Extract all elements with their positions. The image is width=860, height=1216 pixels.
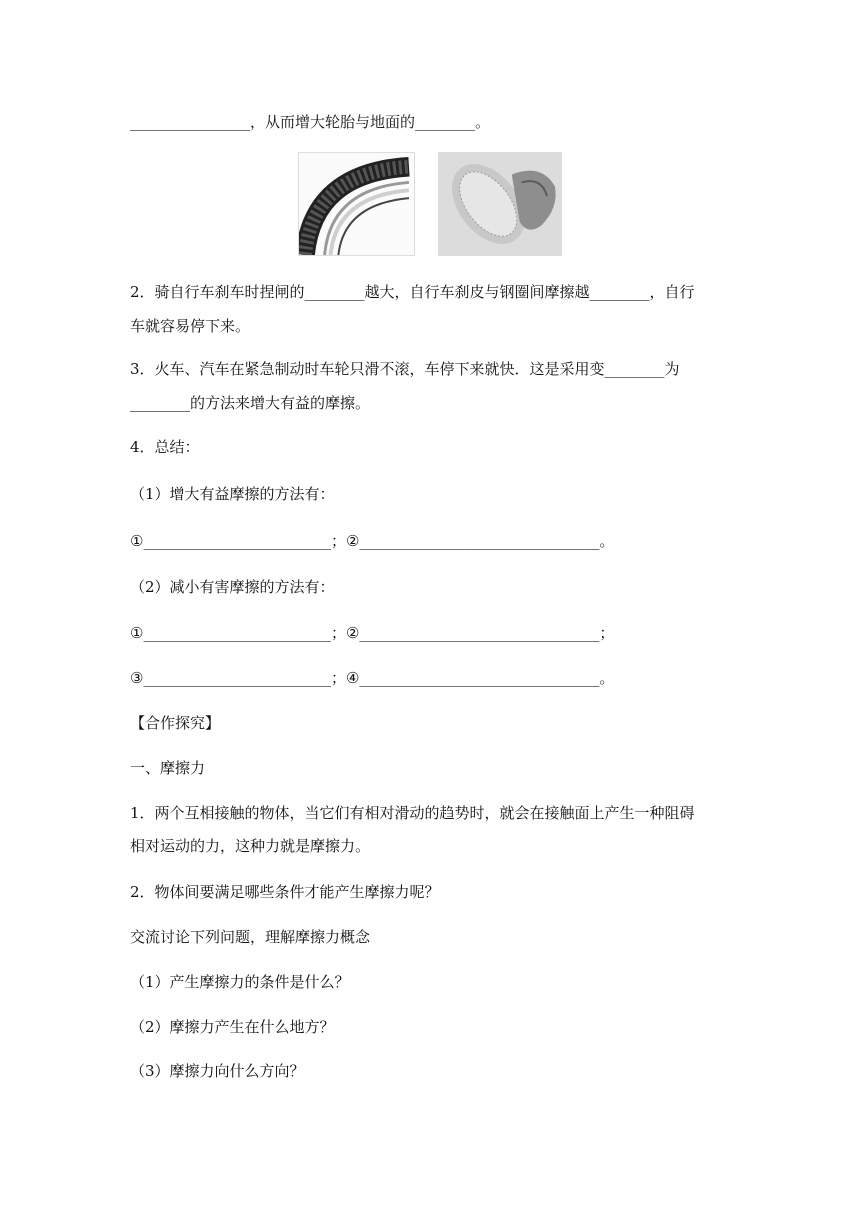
tire-image xyxy=(299,153,414,255)
text-line-3: 车就容易停下来。 xyxy=(130,317,251,335)
subsection-heading: 一、摩擦力 xyxy=(130,759,206,777)
text-line-4: 3．火车、汽车在紧急制动时车轮只滑不滚，车停下来就快．这是采用变________为 xyxy=(130,360,680,378)
text-line-9: （2）减小有害摩擦的方法有： xyxy=(130,578,335,596)
shoe-sole-image xyxy=(439,153,561,255)
figure-row xyxy=(298,152,562,256)
text-line-19: （2）摩擦力产生在什么地方？ xyxy=(130,1018,335,1036)
text-line-2: 2．骑自行车刹车时捏闸的________越大，自行车刹皮与钢圈间摩擦越________，自行 xyxy=(130,283,695,301)
text-line-15: 相对运动的力，这种力就是摩擦力。 xyxy=(130,837,371,855)
text-line-11: ③_________________________；④________________________________。 xyxy=(130,669,615,687)
text-line-18: （1）产生摩擦力的条件是什么？ xyxy=(130,973,350,991)
tire-photo xyxy=(298,152,415,256)
text-line-5: ________的方法来增大有益的摩擦。 xyxy=(130,394,371,412)
text-line-6: 4．总结： xyxy=(130,438,200,456)
text-line-17: 交流讨论下列问题，理解摩擦力概念 xyxy=(130,928,371,946)
section-heading: 【合作探究】 xyxy=(130,714,221,732)
text-line-8: ①_________________________；②________________________________。 xyxy=(130,532,615,550)
text-line-20: （3）摩擦力向什么方向？ xyxy=(130,1062,305,1080)
text-line-10: ①_________________________；②________________________________； xyxy=(130,624,615,642)
text-line-7: （1）增大有益摩擦的方法有： xyxy=(130,485,335,503)
text-line-1: ________________，从而增大轮胎与地面的________。 xyxy=(130,113,491,131)
text-line-16: 2．物体间要满足哪些条件才能产生摩擦力呢？ xyxy=(130,883,440,901)
shoe-sole-photo xyxy=(438,152,562,256)
text-line-14: 1．两个互相接触的物体，当它们有相对滑动的趋势时，就会在接触面上产生一种阻碍 xyxy=(130,804,695,822)
